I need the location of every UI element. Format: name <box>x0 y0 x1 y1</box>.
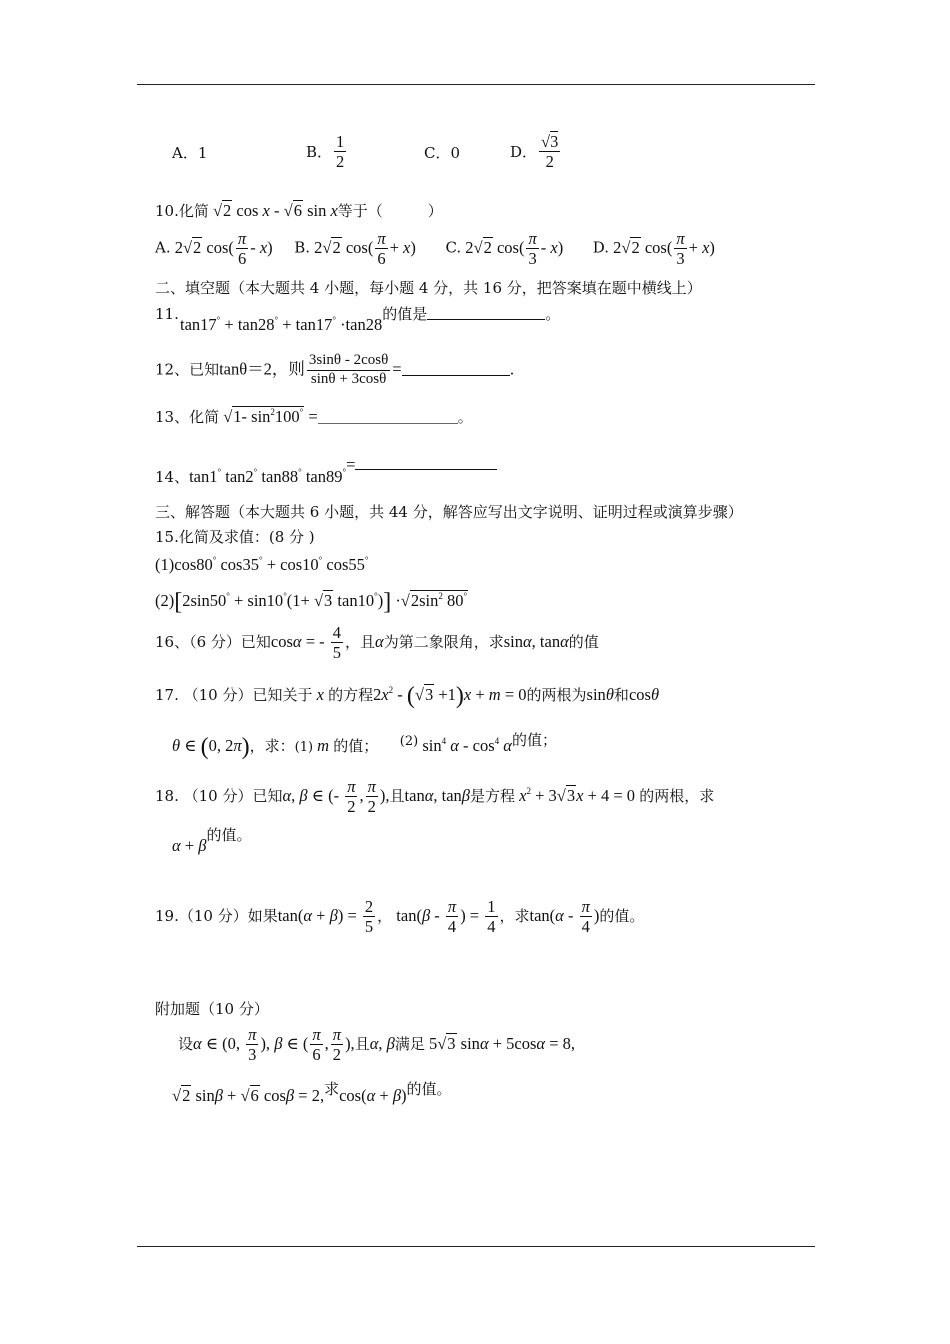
question-15-part-1: (1)cos80° cos35° + cos10° cos55° <box>155 555 369 574</box>
section-3-heading: 三、解答题（本大题共 6 小题，共 44 分，解答应写出文字说明、证明过程或演算步骤） <box>155 503 743 521</box>
question-10: 10.化简 √2 cos x - √6 sin x等于（ ） <box>155 201 443 220</box>
question-10-options: A. 2√2 cos( $\frac{\pi}{6}$ - x) B. 2√2 cos( $\frac{\pi}{6}$ + x) C. 2√2 cos( $\frac{\pi}{3}$ - x) D. 2√2 cos( $\frac{\pi}{3}$ + x) <box>155 229 715 269</box>
question-18-line-2: α + β的值。 <box>172 826 252 855</box>
question-15: 15.化简及求值：(8 分 ) <box>155 528 315 546</box>
question-16: 16、（6 分）已知cosα = - $\frac{4}{5}$ ，且α为第二象限角，求sinα, tanα的值 <box>155 623 599 663</box>
q9-option-a: A．1 <box>172 144 208 162</box>
question-12: 12、已知tanθ＝2，则 $\frac{3\sin\theta - 2\cos\theta}{\sin\theta + 3\cos\theta}$ = . <box>155 352 515 387</box>
question-19: 19.（10 分）如果tan(α + β) = $\frac{2}{5}$ ， tan(β - $\frac{\pi}{4}$ ) = $\frac{1}{4}$ ，求tan(α - $\frac{\pi}{4}$ )的值。 <box>155 897 645 937</box>
question-13: 13、化简 √1- $\sin^2100^\circ$ = 。 <box>155 407 473 426</box>
question-14: 14、tan1° tan2° tan88° tan89°= <box>155 455 497 487</box>
question-17: 17. （10 分）已知关于 x 的方程$2x^2 - (√3 +1)x + m = 0$的两根为sinθ和cosθ <box>155 683 660 709</box>
question-11: tan17° + tan28° + tan17° ·tan28的值是 。 <box>180 305 561 334</box>
question-18: 18. （10 分）已知α, β ∈ (- $\frac{\pi}{2}$ , $\frac{\pi}{2}$ ),且tanα, tanβ是方程 $x^2 + 3√3x + 4 = 0$ 的两根，求 <box>155 777 715 817</box>
extra-question-title: 附加题（10 分） <box>155 1000 269 1018</box>
footer-rule <box>137 1246 815 1247</box>
extra-question-line-2: √2 sinβ + √6 cosβ = 2,求cos(α + β)的值。 <box>172 1080 452 1105</box>
extra-question-line-1: 设α ∈ (0, $\frac{\pi}{3}$ ), β ∈ ( $\frac{\pi}{6}$ , $\frac{\pi}{2}$ ),且α, β满足 5√3 sinα + 5cosα = 8, <box>178 1025 576 1065</box>
question-11-label: 11. <box>155 305 179 323</box>
q9-option-b: B． $\frac{1}{2}$ <box>306 132 345 172</box>
header-rule <box>137 84 815 85</box>
q9-option-d: D． $\frac{√3}{2}$ <box>510 132 559 172</box>
q9-option-c: C．0 <box>424 144 461 162</box>
section-2-heading: 二、填空题（本大题共 4 小题，每小题 4 分，共 16 分，把答案填在题中横线上） <box>155 279 702 297</box>
question-17-line-2: θ ∈ (0, 2π)，求：(1) m 的值； (2) $\sin^4 \alpha - \cos^4 \alpha$的值； <box>172 731 557 760</box>
question-15-part-2: (2)[2sin50° + sin10°(1+ √3 $\tan 10^\circ)] \cdot√2\sin^2$ 80° <box>155 589 468 615</box>
